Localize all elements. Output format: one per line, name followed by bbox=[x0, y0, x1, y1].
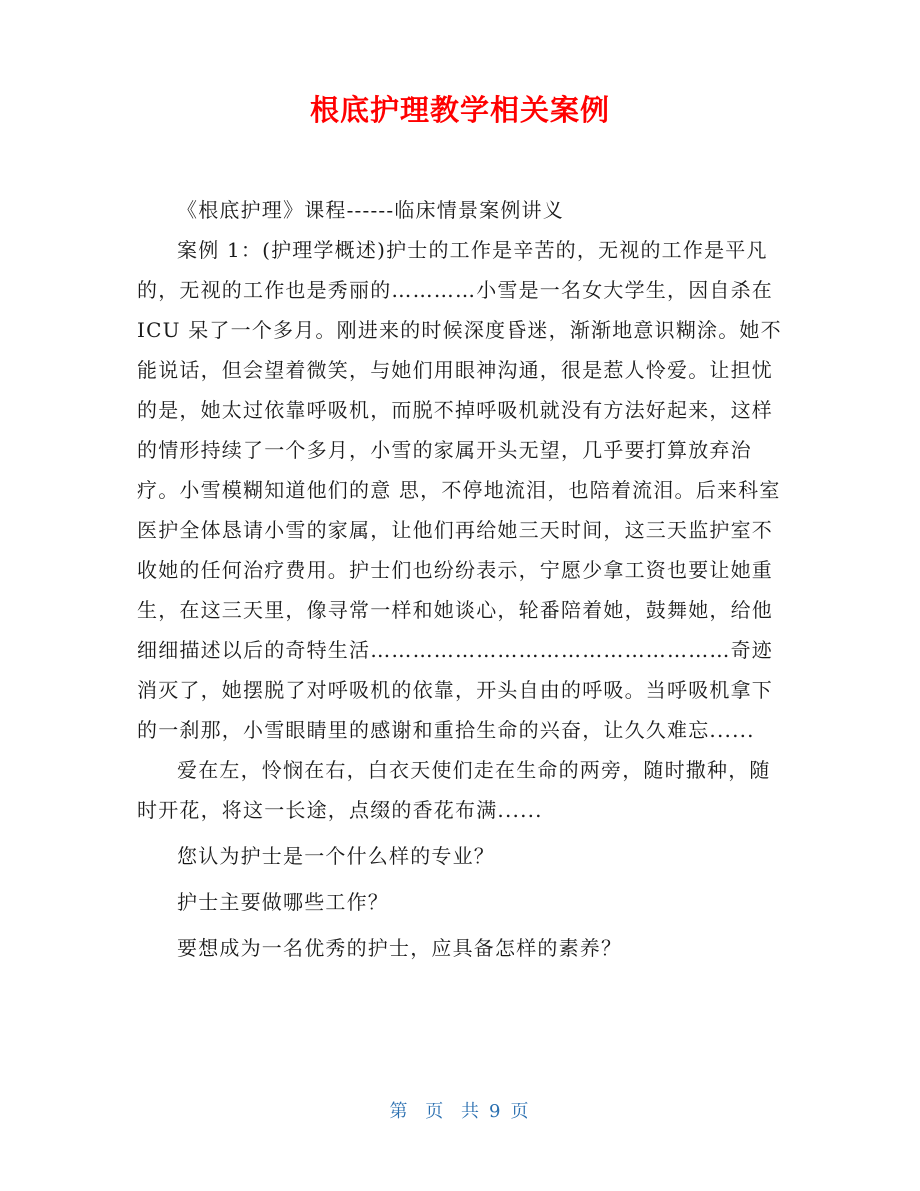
document-subtitle: 《根底护理》课程------临床情景案例讲义 bbox=[177, 198, 564, 222]
footer-total: 9 bbox=[489, 1101, 503, 1122]
question-item: 护士主要做哪些工作？ bbox=[177, 890, 389, 914]
question-item: 您认为护士是一个什么样的专业？ bbox=[177, 844, 495, 868]
footer-page-unit: 页 bbox=[425, 1101, 446, 1122]
footer-total-prefix: 共 bbox=[461, 1101, 481, 1122]
case-paragraph: 案例 1：(护理学概述)护士的工作是辛苦的，无视的工作是平凡的，无视的工作也是秀丽的…………小雪是一名女大学生，因自杀在 ICU 呆了一个多月。刚进来的时候深度昏迷，渐渐地意识糊涂。她不能说话，但会望着微笑，与她们用眼神沟通，很是惹人怜爱。让担忧的是，她太过依靠呼吸机，而脱不掉呼吸机就没有方法好起来，这样的情形持续了一个多月，小雪的家属开头无望，几乎要打算放弃治疗。小雪模糊知道他们的意 思，不停地流泪，也陪着流泪。后来科室医护全体恳请小雪的家属，让他们再给她三天时间，这三天监护室不收她的任何治疗费用。护士们也纷纷表示，宁愿少拿工资也要让她重生，在这三天里，像寻常一样和她谈心，轮番陪着她，鼓舞她，给他细细描述以后的奇特生活……………………………………………奇迹消灭了，她摆脱了对呼吸机的依靠，开头自由的呼吸。当呼吸机拿下的一刹那，小雪眼睛里的感谢和重拾生命的兴奋，让久久难忘...... bbox=[137, 238, 782, 742]
love-paragraph: 爱在左，怜悯在右，白衣天使们走在生命的两旁，随时撒种，随时开花，将这一长途，点缀的香花布满...... bbox=[137, 758, 771, 822]
document-title: 根底护理教学相关案例 bbox=[309, 93, 610, 127]
footer-prefix: 第 bbox=[389, 1101, 410, 1122]
footer-total-unit: 页 bbox=[510, 1101, 531, 1122]
page-footer bbox=[0, 1097, 920, 1123]
question-item: 要想成为一名优秀的护士，应具备怎样的素养？ bbox=[177, 936, 623, 960]
document-body bbox=[137, 190, 783, 968]
